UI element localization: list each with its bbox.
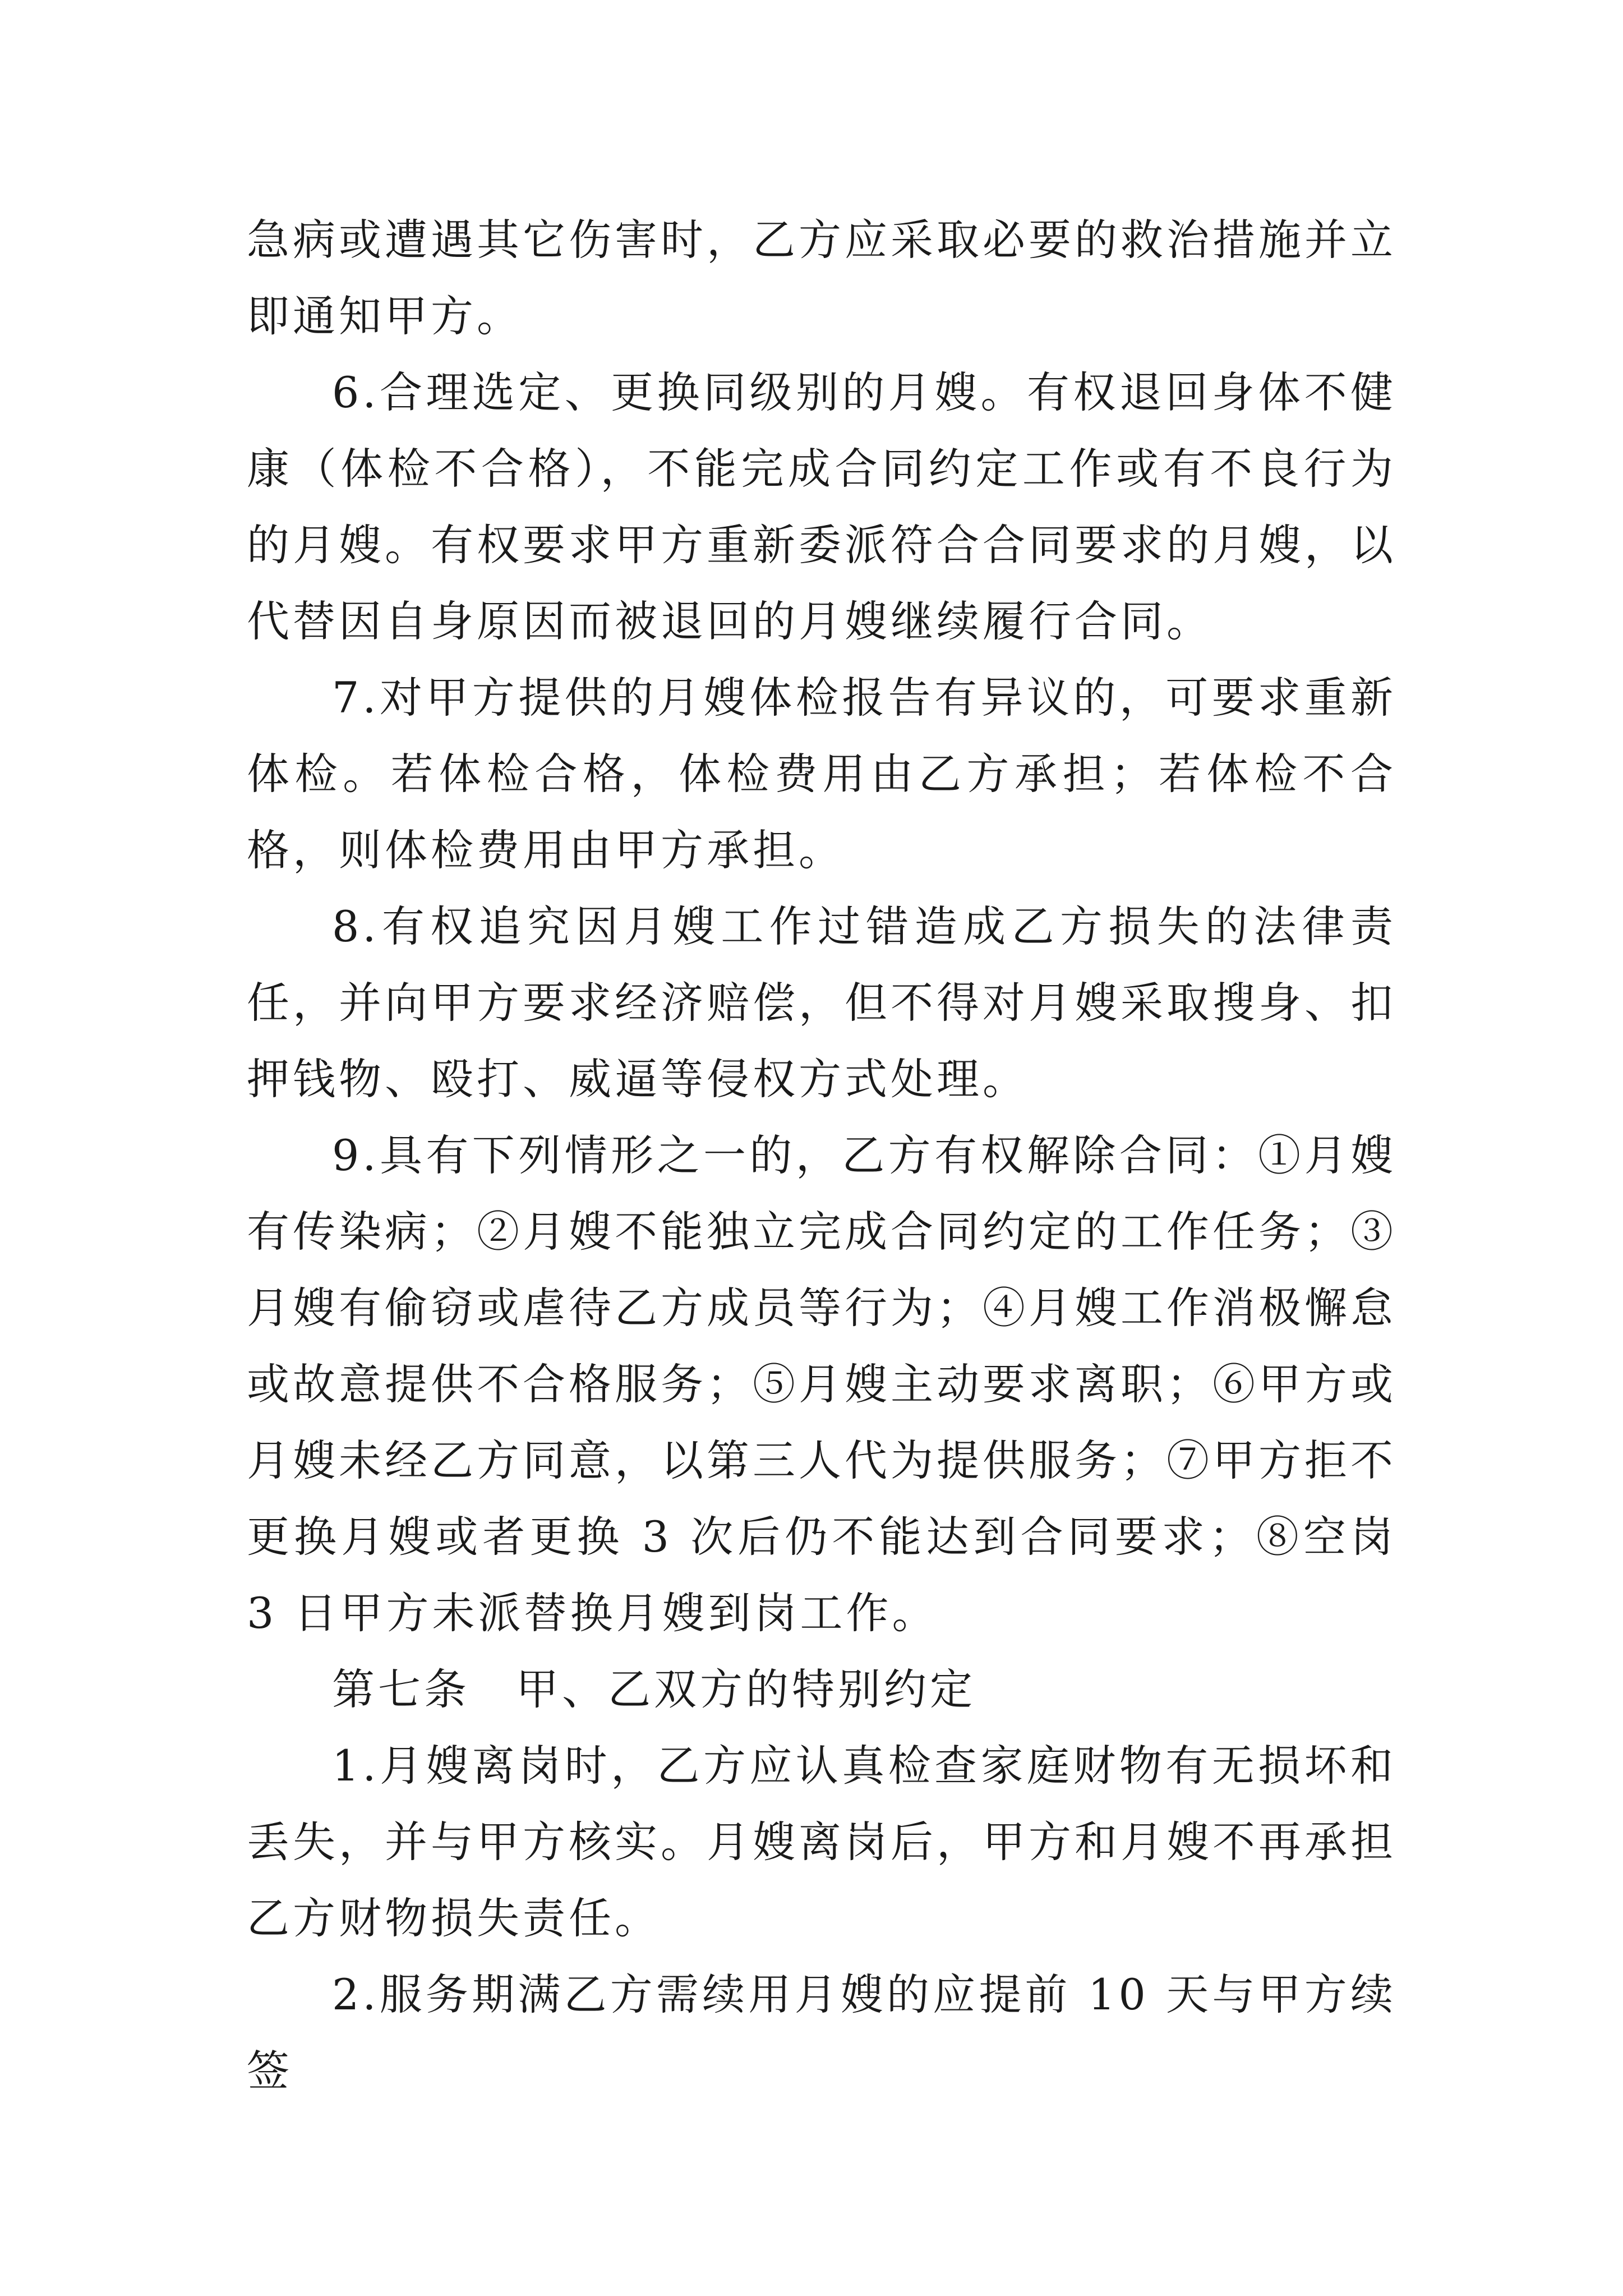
paragraph-item-8: 8.有权追究因月嫂工作过错造成乙方损失的法律责任，并向甲方要求经济赔偿，但不得对月嫂采取搜身、扣押钱物、殴打、威逼等侵权方式处理。 — [247, 901, 1396, 1104]
paragraph-item-6: 6.合理选定、更换同级别的月嫂。有权退回身体不健康（体检不合格），不能完成合同约定工作或有不良行为的月嫂。有权要求甲方重新委派符合合同要求的月嫂，以代替因自身原因而被退回的月嫂继续履行合同。 — [247, 367, 1396, 646]
paragraph-continued: 急病或遭遇其它伤害时，乙方应采取必要的救治措施并立即通知甲方。 — [247, 215, 1396, 341]
document-body — [247, 202, 1396, 2109]
paragraph-article-7-item-2: 2.服务期满乙方需续用月嫂的应提前 10 天与甲方续签 — [247, 1970, 1396, 2096]
paragraph-article-7-item-1: 1.月嫂离岗时，乙方应认真检查家庭财物有无损坏和丢失，并与甲方核实。月嫂离岗后，甲方和月嫂不再承担乙方财物损失责任。 — [247, 1741, 1396, 1943]
paragraph-item-7: 7.对甲方提供的月嫂体检报告有异议的，可要求重新体检。若体检合格，体检费用由乙方承担；若体检不合格，则体检费用由甲方承担。 — [247, 673, 1396, 875]
article-7-heading: 第七条 甲、乙双方的特别约定 — [332, 1664, 976, 1714]
paragraph-item-9: 9.具有下列情形之一的，乙方有权解除合同：①月嫂有传染病；②月嫂不能独立完成合同约定的工作任务；③月嫂有偷窃或虐待乙方成员等行为；④月嫂工作消极懈怠或故意提供不合格服务；⑤月嫂主动要求离职；⑥甲方或月嫂未经乙方同意，以第三人代为提供服务；⑦甲方拒不更换月嫂或者更换 3 次后仍不能达到合同要求；⑧空岗 3 日甲方未派替换月嫂到岗工作。 — [247, 1130, 1396, 1638]
